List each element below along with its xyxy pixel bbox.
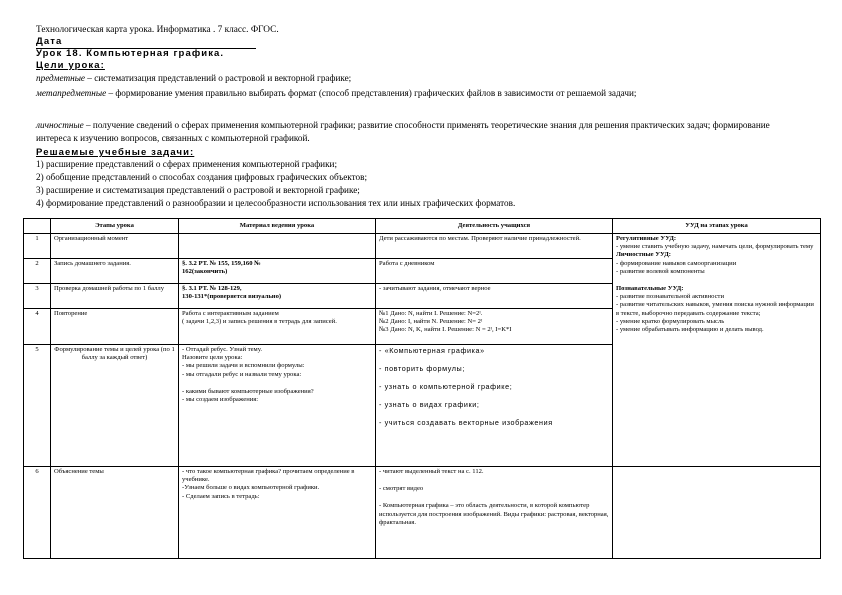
goal-personal-label: личностные <box>36 120 84 130</box>
cell-line: - мы отгадали ребус и назвали тему урока: <box>182 370 302 378</box>
stage-cell <box>51 259 179 284</box>
stage-cell <box>51 467 179 559</box>
cell-line: 130-131*(проверяется визуально) <box>182 293 282 301</box>
material-cell <box>179 467 376 559</box>
lesson-plan-table <box>23 218 821 559</box>
cell-line: - формирование навыков самоорганизации <box>616 259 737 267</box>
activity-cell <box>376 284 613 309</box>
activity-cell <box>376 467 613 559</box>
cell-line: - Отгадай ребус. Узнай тему. <box>182 346 263 353</box>
cell-line: §. 3.2 РТ. № 155, 159,160 № <box>182 260 261 267</box>
lesson-title: Урок 18. Компьютерная графика. <box>36 48 225 59</box>
material-cell <box>179 345 376 467</box>
column-header: Деятельность учащихся <box>376 219 613 234</box>
cell-line: §. 3.1 РТ. № 128-129, <box>182 285 242 292</box>
row-number-cell <box>24 345 51 467</box>
cell-line: - мы решили задачи и вспомнили формулы: <box>182 362 305 370</box>
goal-meta-text: – формирование умения правильно выбирать формат (способ представления) графических файлов в зависимости от решаемой задачи; <box>106 88 637 98</box>
row-number-cell <box>24 259 51 284</box>
material-cell <box>179 234 376 259</box>
cell-line: Познавательные УУД: <box>616 285 684 293</box>
row-number: 4 <box>35 310 39 317</box>
cell-line: №2 Дано: I, найти N. Решение: N= 2ᴵ <box>379 318 483 326</box>
activity-cell <box>376 234 613 259</box>
line-gap <box>379 409 609 418</box>
task-item: 3) расширение и систематизация представлений о растровой и векторной графике; <box>36 185 360 195</box>
line-gap <box>379 476 609 485</box>
cell-line: - умение кратко формулировать мысль <box>616 317 725 325</box>
goal-personal-text: – получение сведений о сферах применения компьютерной графики; развитие способности применять теоретические знания для решения практических задач; формирование интереса к изучению вопросов, связанных с компьютерной графикой. <box>36 120 770 143</box>
cell-line: - умение обрабатывать информацию и делать вывод. <box>616 326 764 334</box>
cell-line: - какими бывают компьютерные изображения? <box>182 387 314 395</box>
cell-line: №3 Дано: N, K, найти I. Решение: N = 2ᴵ, I=K*I <box>379 326 512 334</box>
line-gap <box>379 493 609 502</box>
cell-line: - развитие волевой компоненты <box>616 267 705 275</box>
stage-text: Объяснение темы <box>54 468 104 475</box>
task-item: 2) обобщение представлений о способах создания цифровых графических объектов; <box>36 172 368 182</box>
row-number-cell <box>24 284 51 309</box>
document-header-line: Технологическая карта урока. Информатика . 7 класс. ФГОС. <box>36 25 279 35</box>
material-cell <box>179 309 376 345</box>
date-field: Дата <box>36 36 256 49</box>
cell-line: - что такое компьютерная графика? прочитаем определение в учебнике. <box>182 468 355 484</box>
cell-line: Дети рассаживаются по местам. Проверяют наличие принадлежностей. <box>379 235 581 242</box>
stage-text: Организационный момент <box>54 235 129 242</box>
cell-line: Назовите цели урока: <box>182 354 243 362</box>
stage-cell <box>51 345 179 467</box>
table-header-row <box>24 219 821 234</box>
cell-line: -Узнаем больше о видах компьютерной графики. <box>182 484 320 492</box>
column-header: УУД на этапах урока <box>613 219 821 234</box>
stage-cell <box>51 284 179 309</box>
cell-line: - мы создаем изображения: <box>182 396 259 404</box>
cell-line: - узнать о видах графики; <box>379 400 480 409</box>
cell-line: - смотрят видео <box>379 485 424 493</box>
cell-line: - «Компьютерная графика» <box>379 346 485 355</box>
activity-cell <box>376 345 613 467</box>
cell-line: - Сделаем запись в тетрадь: <box>182 492 260 500</box>
goals-title: Цели урока: <box>36 60 105 71</box>
material-cell <box>179 259 376 284</box>
column-header: Этапы урока <box>51 219 179 234</box>
cell-line: ( задачи 1,2,3) и запись решения в тетрадь для записей. <box>182 318 337 326</box>
task-item: 1) расширение представлений о сферах применения компьютерной графики; <box>36 159 337 169</box>
line-gap <box>616 276 817 285</box>
line-gap <box>379 355 609 364</box>
cell-line: 162(закончить) <box>182 268 228 276</box>
goal-meta-label: метапредметные <box>36 88 107 98</box>
line-gap <box>379 373 609 382</box>
cell-line: - развитие познавательной активности <box>616 293 724 301</box>
stage-text: Повторение <box>54 310 88 317</box>
column-header <box>24 219 51 234</box>
tasks-title: Решаемые учебные задачи: <box>36 147 195 158</box>
row-number: 6 <box>35 468 39 475</box>
cell-line: Работа с интерактивным заданием <box>182 310 279 317</box>
cell-line: - повторить формулы; <box>379 364 465 373</box>
goal-subject <box>36 72 806 85</box>
cell-line: №1 Дано: N, найти I. Решение: N=2ᴵ. <box>379 310 483 317</box>
cell-line: Личностные УУД: <box>616 251 671 259</box>
goal-subject-text: – систематизация представлений о растровой и векторной графике; <box>85 73 352 83</box>
line-gap <box>379 391 609 400</box>
cell-line: Работа с дневником <box>379 260 435 267</box>
row-number: 3 <box>35 285 39 292</box>
activity-cell <box>376 259 613 284</box>
material-cell <box>179 284 376 309</box>
goal-meta <box>36 87 806 100</box>
cell-line: - читают выделенный текст на с. 112. <box>379 468 484 475</box>
row-number-cell <box>24 234 51 259</box>
row-number: 5 <box>35 346 39 353</box>
goal-personal <box>36 119 806 144</box>
stage-text: Запись домашнего задания. <box>54 260 131 267</box>
column-header: Материал ведения урока <box>179 219 376 234</box>
cell-line: - учиться создавать векторные изображения <box>379 418 553 427</box>
activity-cell <box>376 309 613 345</box>
cell-line: - развитие читательских навыков, умения поиска нужной информации в тексте, выборочно передавать содержание текста; <box>616 301 814 317</box>
cell-line: Регулятивные УУД: <box>616 235 677 242</box>
uud-cell-empty <box>613 467 821 559</box>
stage-cell <box>51 309 179 345</box>
stage-text: Формулирование темы и целей урока (по 1 баллу за каждый ответ) <box>54 346 175 362</box>
cell-line: - Компьютерная графика – это область деятельности, в которой компьютер используется для построения изображений. Виды графики: растровая, векторная, фрактальная. <box>379 502 609 526</box>
stage-cell <box>51 234 179 259</box>
cell-line: - зачитывают задания, отмечают верное <box>379 285 491 292</box>
uud-cell <box>613 234 821 467</box>
row-number-cell <box>24 309 51 345</box>
row-number: 2 <box>35 260 39 267</box>
row-number: 1 <box>35 235 39 242</box>
cell-line: - узнать о компьютерной графике; <box>379 382 513 391</box>
table-row <box>24 234 821 259</box>
stage-text: Проверка домашней работы по 1 баллу <box>54 285 165 292</box>
row-number-cell <box>24 467 51 559</box>
cell-line: - умение ставить учебную задачу, намечать цели, формулировать тему <box>616 243 814 251</box>
goal-subject-label: предметные <box>36 73 85 83</box>
task-item: 4) формирование представлений о разнообразии и целесообразности использования тех или иных графических форматов. <box>36 198 516 208</box>
table-row <box>24 467 821 559</box>
line-gap <box>182 379 372 388</box>
